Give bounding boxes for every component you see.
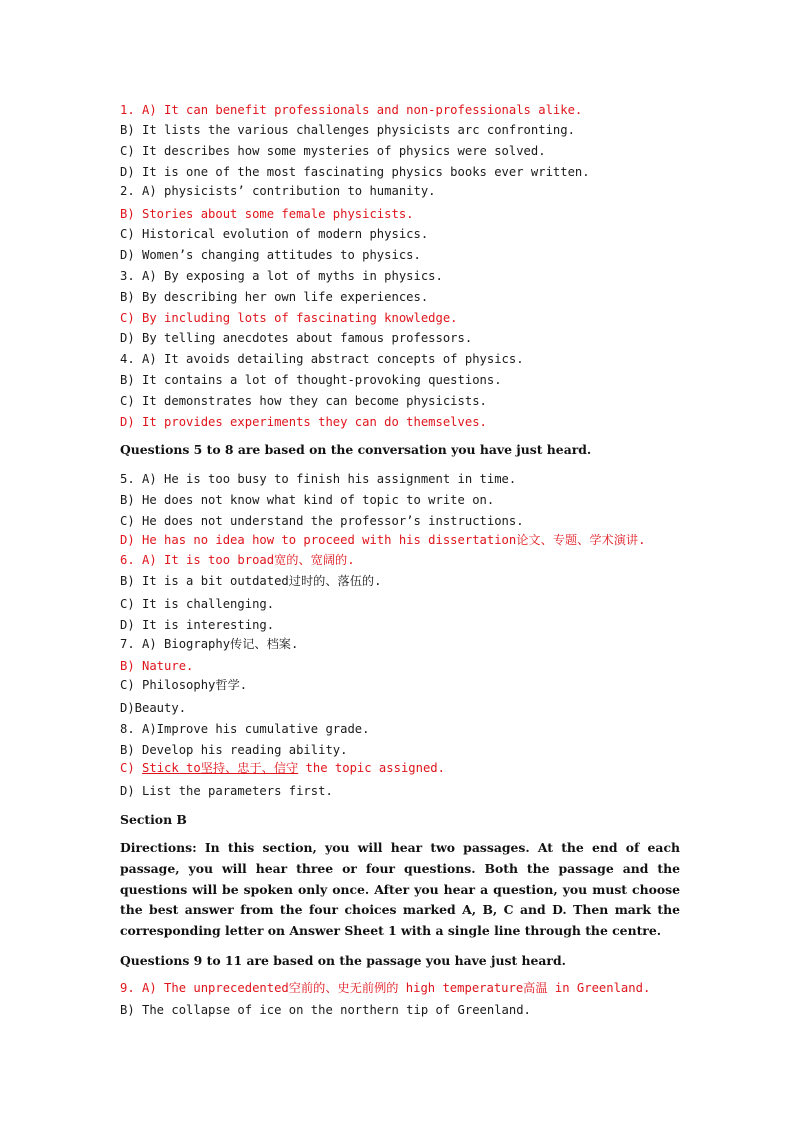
q3-option-c: C) By including lots of fascinating knowledge. — [120, 311, 458, 325]
section-b-heading: Section B — [120, 812, 187, 827]
q6-option-b: B) It is a bit outdated过时的、落伍的. — [120, 574, 382, 588]
q8-option-d: D) List the parameters first. — [120, 784, 333, 798]
questions-5-8-heading: Questions 5 to 8 are based on the conversation you have just heard. — [120, 442, 592, 457]
q2-option-c: C) Historical evolution of modern physics. — [120, 227, 429, 241]
q1-option-c: C) It describes how some mysteries of physics were solved. — [120, 144, 546, 158]
q6-option-d: D) It is interesting. — [120, 618, 275, 632]
q7-option-c: C) Philosophy哲学. — [120, 678, 248, 692]
q5-option-b: B) He does not know what kind of topic to write on. — [120, 493, 495, 507]
q4-option-a: 4. A) It avoids detailing abstract concepts of physics. — [120, 352, 524, 366]
q6-option-c: C) It is challenging. — [120, 597, 275, 611]
q4-option-d: D) It provides experiments they can do themselves. — [120, 415, 487, 429]
q1-option-a: 1. A) It can benefit professionals and non-professionals alike. — [120, 103, 583, 117]
q3-option-a: 3. A) By exposing a lot of myths in physics. — [120, 269, 443, 283]
q2-option-a: 2. A) physicists’ contribution to humanity. — [120, 184, 436, 198]
q5-option-a: 5. A) He is too busy to finish his assignment in time. — [120, 472, 517, 486]
directions-paragraph: Directions: In this section, you will hear two passages. At the end of each passage, you will hear three or four questions. Both the passage and the questions will be spoken only once. After you hear a question, you must choose the best answer from the four choices marked A, B, C and D. Then mark the corresponding letter on Answer Sheet 1 with a single line through the centre. — [120, 840, 680, 939]
q5-option-d: D) He has no idea how to proceed with his dissertation论文、专题、学术演讲. — [120, 533, 646, 547]
q8-option-c-prefix: C) — [120, 761, 143, 775]
q7-option-b: B) Nature. — [120, 659, 194, 673]
q2-option-d: D) Women’s changing attitudes to physics. — [120, 248, 421, 262]
q4-option-b: B) It contains a lot of thought-provoking questions. — [120, 373, 502, 387]
q2-option-b: B) Stories about some female physicists. — [120, 207, 414, 221]
q5-option-c: C) He does not understand the professor’s instructions. — [120, 514, 524, 528]
q8-option-a: 8. A)Improve his cumulative grade. — [120, 722, 370, 736]
questions-9-11-heading: Questions 9 to 11 are based on the passage you have just heard. — [120, 953, 566, 968]
q7-option-d: D)Beauty. — [120, 701, 187, 715]
q1-option-d: D) It is one of the most fascinating physics books ever written. — [120, 165, 590, 179]
q8-option-c — [120, 760, 445, 776]
q8-option-c-underlined: Stick to坚持、忠于、信守 — [142, 761, 299, 775]
q9-option-b: B) The collapse of ice on the northern tip of Greenland. — [120, 1003, 531, 1017]
q8-option-c-suffix: the topic assigned. — [298, 761, 445, 775]
q8-option-b: B) Develop his reading ability. — [120, 743, 348, 757]
q4-option-c: C) It demonstrates how they can become physicists. — [120, 394, 487, 408]
q3-option-d: D) By telling anecdotes about famous professors. — [120, 331, 473, 345]
q1-option-b: B) It lists the various challenges physicists arc confronting. — [120, 123, 575, 137]
q9-option-a: 9. A) The unprecedented空前的、史无前例的 high temperature高温 in Greenland. — [120, 981, 651, 995]
q6-option-a: 6. A) It is too broad宽的、宽阔的. — [120, 553, 355, 567]
q7-option-a: 7. A) Biography传记、档案. — [120, 637, 299, 651]
q3-option-b: B) By describing her own life experiences. — [120, 290, 429, 304]
